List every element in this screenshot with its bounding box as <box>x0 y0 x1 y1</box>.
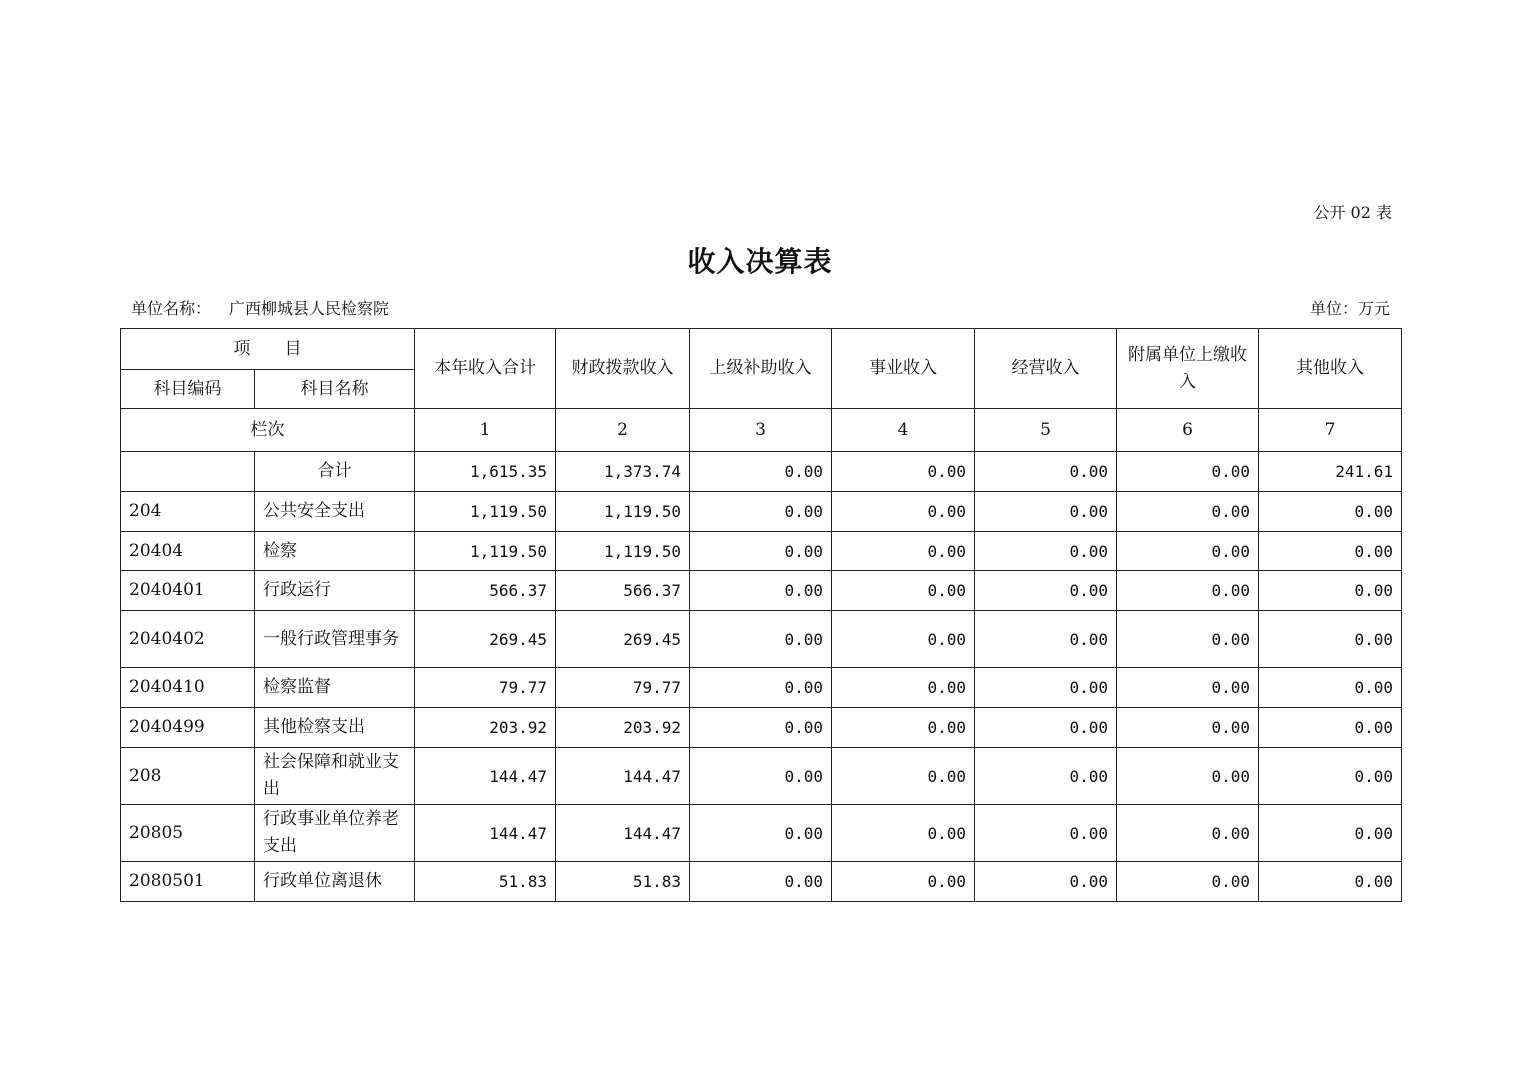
operating-income-cell: 0.00 <box>975 611 1117 668</box>
total-income-cell: 144.47 <box>415 805 556 862</box>
superior-subsidy-cell: 0.00 <box>690 571 832 611</box>
index-cell: 3 <box>690 409 832 452</box>
header-item: 项 目 <box>121 329 415 370</box>
form-number: 公开 02 表 <box>1313 203 1392 222</box>
business-income-cell: 0.00 <box>832 805 975 862</box>
subject-name-cell: 一般行政管理事务 <box>255 611 415 668</box>
superior-subsidy-cell: 0.00 <box>690 611 832 668</box>
header-superior-subsidy: 上级补助收入 <box>690 329 832 409</box>
index-cell: 2 <box>556 409 690 452</box>
income-statement-table <box>120 328 1402 902</box>
total-income-cell: 1,615.35 <box>415 452 556 492</box>
total-income-cell: 203.92 <box>415 708 556 748</box>
fiscal-appropriation-cell: 269.45 <box>556 611 690 668</box>
subject-code-cell: 20404 <box>121 532 255 571</box>
other-income-cell: 0.00 <box>1259 492 1402 532</box>
subject-code-cell: 2040410 <box>121 668 255 708</box>
header-subject-name: 科目名称 <box>255 370 415 409</box>
table-row <box>121 611 1402 668</box>
table-row <box>121 708 1402 748</box>
other-income-cell: 0.00 <box>1259 862 1402 902</box>
business-income-cell: 0.00 <box>832 862 975 902</box>
fiscal-appropriation-cell: 51.83 <box>556 862 690 902</box>
operating-income-cell: 0.00 <box>975 452 1117 492</box>
business-income-cell: 0.00 <box>832 611 975 668</box>
unit-name <box>131 296 389 319</box>
table-row <box>121 862 1402 902</box>
index-cell: 1 <box>415 409 556 452</box>
page-title: 收入决算表 <box>687 245 833 278</box>
subject-name-cell: 公共安全支出 <box>255 492 415 532</box>
affiliated-unit-income-cell: 0.00 <box>1117 571 1259 611</box>
operating-income-cell: 0.00 <box>975 748 1117 805</box>
fiscal-appropriation-cell: 79.77 <box>556 668 690 708</box>
fiscal-appropriation-cell: 1,119.50 <box>556 492 690 532</box>
fiscal-appropriation-cell: 1,119.50 <box>556 532 690 571</box>
header-business-income: 事业收入 <box>832 329 975 409</box>
total-income-cell: 79.77 <box>415 668 556 708</box>
business-income-cell: 0.00 <box>832 532 975 571</box>
subject-code-cell: 2040402 <box>121 611 255 668</box>
header-total-income: 本年收入合计 <box>415 329 556 409</box>
header-row-top <box>121 329 1402 370</box>
fiscal-appropriation-cell: 144.47 <box>556 805 690 862</box>
fiscal-appropriation-cell: 144.47 <box>556 748 690 805</box>
total-income-cell: 269.45 <box>415 611 556 668</box>
subject-name-cell: 行政单位离退休 <box>255 862 415 902</box>
subject-code-cell: 2040499 <box>121 708 255 748</box>
operating-income-cell: 0.00 <box>975 862 1117 902</box>
fiscal-appropriation-cell: 566.37 <box>556 571 690 611</box>
fiscal-appropriation-cell: 203.92 <box>556 708 690 748</box>
subject-name-cell: 行政运行 <box>255 571 415 611</box>
superior-subsidy-cell: 0.00 <box>690 492 832 532</box>
subject-code-cell: 2080501 <box>121 862 255 902</box>
unit-name-label: 单位名称： <box>131 299 212 318</box>
business-income-cell: 0.00 <box>832 668 975 708</box>
other-income-cell: 0.00 <box>1259 611 1402 668</box>
subject-name-cell: 检察监督 <box>255 668 415 708</box>
operating-income-cell: 0.00 <box>975 708 1117 748</box>
index-label: 栏次 <box>121 409 415 452</box>
index-cell: 5 <box>975 409 1117 452</box>
superior-subsidy-cell: 0.00 <box>690 708 832 748</box>
other-income-cell: 0.00 <box>1259 805 1402 862</box>
total-income-cell: 566.37 <box>415 571 556 611</box>
superior-subsidy-cell: 0.00 <box>690 805 832 862</box>
other-income-cell: 241.61 <box>1259 452 1402 492</box>
subject-code-cell <box>121 452 255 492</box>
subject-code-cell: 20805 <box>121 805 255 862</box>
affiliated-unit-income-cell: 0.00 <box>1117 862 1259 902</box>
currency-unit: 单位：万元 <box>1309 299 1390 318</box>
total-income-cell: 1,119.50 <box>415 492 556 532</box>
index-cell: 7 <box>1259 409 1402 452</box>
total-income-cell: 144.47 <box>415 748 556 805</box>
header-fiscal-appropriation: 财政拨款收入 <box>556 329 690 409</box>
business-income-cell: 0.00 <box>832 571 975 611</box>
subject-name-cell: 合计 <box>255 452 415 492</box>
operating-income-cell: 0.00 <box>975 805 1117 862</box>
affiliated-unit-income-cell: 0.00 <box>1117 452 1259 492</box>
header-other-income: 其他收入 <box>1259 329 1402 409</box>
superior-subsidy-cell: 0.00 <box>690 668 832 708</box>
affiliated-unit-income-cell: 0.00 <box>1117 805 1259 862</box>
subject-name-cell: 其他检察支出 <box>255 708 415 748</box>
affiliated-unit-income-cell: 0.00 <box>1117 708 1259 748</box>
operating-income-cell: 0.00 <box>975 571 1117 611</box>
other-income-cell: 0.00 <box>1259 708 1402 748</box>
table-row <box>121 668 1402 708</box>
operating-income-cell: 0.00 <box>975 492 1117 532</box>
superior-subsidy-cell: 0.00 <box>690 748 832 805</box>
table-row <box>121 805 1402 862</box>
index-cell: 4 <box>832 409 975 452</box>
table-row <box>121 492 1402 532</box>
header-operating-income: 经营收入 <box>975 329 1117 409</box>
table-row <box>121 452 1402 492</box>
subject-code-cell: 2040401 <box>121 571 255 611</box>
superior-subsidy-cell: 0.00 <box>690 532 832 571</box>
unit-name-value: 广西柳城县人民检察院 <box>229 299 390 318</box>
subject-name-cell: 检察 <box>255 532 415 571</box>
business-income-cell: 0.00 <box>832 452 975 492</box>
affiliated-unit-income-cell: 0.00 <box>1117 532 1259 571</box>
operating-income-cell: 0.00 <box>975 668 1117 708</box>
index-cell: 6 <box>1117 409 1259 452</box>
table-row <box>121 571 1402 611</box>
other-income-cell: 0.00 <box>1259 571 1402 611</box>
other-income-cell: 0.00 <box>1259 668 1402 708</box>
business-income-cell: 0.00 <box>832 708 975 748</box>
index-row <box>121 409 1402 452</box>
report-meta <box>131 296 1390 319</box>
affiliated-unit-income-cell: 0.00 <box>1117 492 1259 532</box>
total-income-cell: 1,119.50 <box>415 532 556 571</box>
superior-subsidy-cell: 0.00 <box>690 862 832 902</box>
subject-code-cell: 208 <box>121 748 255 805</box>
header-subject-code: 科目编码 <box>121 370 255 409</box>
affiliated-unit-income-cell: 0.00 <box>1117 611 1259 668</box>
other-income-cell: 0.00 <box>1259 532 1402 571</box>
header-affiliated-unit-income: 附属单位上缴收入 <box>1117 329 1259 409</box>
subject-code-cell: 204 <box>121 492 255 532</box>
affiliated-unit-income-cell: 0.00 <box>1117 748 1259 805</box>
other-income-cell: 0.00 <box>1259 748 1402 805</box>
subject-name-cell: 社会保障和就业支出 <box>255 748 415 805</box>
subject-name-cell: 行政事业单位养老支出 <box>255 805 415 862</box>
operating-income-cell: 0.00 <box>975 532 1117 571</box>
business-income-cell: 0.00 <box>832 492 975 532</box>
fiscal-appropriation-cell: 1,373.74 <box>556 452 690 492</box>
superior-subsidy-cell: 0.00 <box>690 452 832 492</box>
table-row <box>121 532 1402 571</box>
total-income-cell: 51.83 <box>415 862 556 902</box>
business-income-cell: 0.00 <box>832 748 975 805</box>
table-row <box>121 748 1402 805</box>
affiliated-unit-income-cell: 0.00 <box>1117 668 1259 708</box>
